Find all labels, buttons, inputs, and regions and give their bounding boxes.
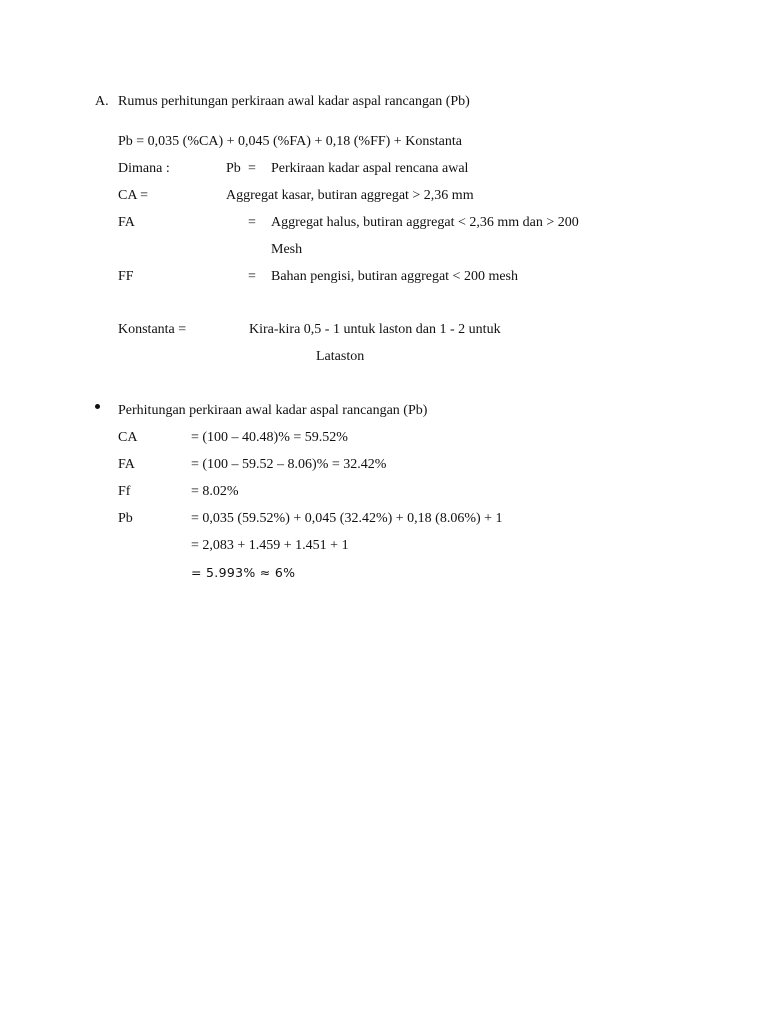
definition-term-ca: CA = <box>118 188 149 203</box>
calc-label-ff: Ff <box>118 484 131 499</box>
calc-value-ff: = 8.02% <box>191 484 239 499</box>
calc-value-pb-step2: = 2,083 + 1.459 + 1.451 + 1 <box>191 538 349 553</box>
dimana-label: Dimana : <box>118 161 170 176</box>
calc-value-fa: = (100 – 59.52 – 8.06)% = 32.42% <box>191 457 387 472</box>
definition-desc-pb: Perkiraan kadar aspal rencana awal <box>271 161 469 176</box>
section-a-heading: Rumus perhitungan perkiraan awal kadar aspal rancangan (Pb) <box>118 94 470 109</box>
definition-eq-fa: = <box>248 215 256 230</box>
definition-term-fa: FA <box>118 215 135 230</box>
konstanta-term: Konstanta = <box>118 322 187 337</box>
konstanta-desc: Kira-kira 0,5 - 1 untuk laston dan 1 - 2 untuk <box>249 322 501 337</box>
definition-desc-ca: Aggregat kasar, butiran aggregat > 2,36 mm <box>226 188 474 203</box>
definition-term-pb: Pb <box>226 161 241 176</box>
pb-formula: Pb = 0,035 (%CA) + 0,045 (%FA) + 0,18 (%FF) + Konstanta <box>118 134 462 149</box>
definition-desc-fa-cont: Mesh <box>271 242 303 257</box>
calc-label-pb: Pb <box>118 511 133 526</box>
calc-value-pb-result: = 5.993% ≈ 6% <box>191 565 296 580</box>
definition-term-ff: FF <box>118 269 134 284</box>
definition-eq-pb: = <box>248 161 256 176</box>
bullet-icon <box>95 404 100 409</box>
section-a-marker: A. <box>95 94 109 109</box>
calc-value-ca: = (100 – 40.48)% = 59.52% <box>191 430 348 445</box>
definition-eq-ff: = <box>248 269 256 284</box>
section-b-heading: Perhitungan perkiraan awal kadar aspal rancangan (Pb) <box>118 403 428 418</box>
calc-label-ca: CA <box>118 430 138 445</box>
calc-label-fa: FA <box>118 457 135 472</box>
konstanta-desc-cont: Lataston <box>316 349 365 364</box>
definition-desc-fa: Aggregat halus, butiran aggregat < 2,36 mm dan > 200 <box>271 215 579 230</box>
calc-value-pb: = 0,035 (59.52%) + 0,045 (32.42%) + 0,18 (8.06%) + 1 <box>191 511 503 526</box>
definition-desc-ff: Bahan pengisi, butiran aggregat < 200 mesh <box>271 269 519 284</box>
